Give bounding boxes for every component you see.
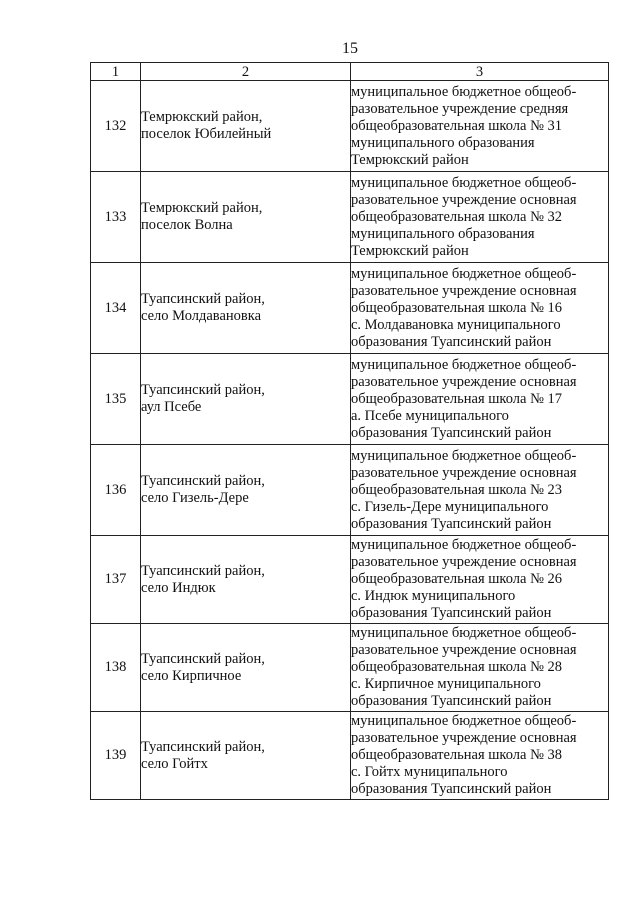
org-line: разовательное учреждение основная <box>351 554 577 570</box>
location-line: Туапсинский район, <box>141 650 265 667</box>
row-location <box>141 263 351 354</box>
header-col-2: 2 <box>141 63 351 81</box>
org-line: разовательное учреждение основная <box>351 282 577 299</box>
org-line: разовательное учреждение основная <box>351 373 577 390</box>
row-number: 135 <box>91 354 141 445</box>
row-organization <box>351 263 609 354</box>
org-line: муниципальное бюджетное общеоб- <box>351 265 577 282</box>
header-col-1: 1 <box>91 63 141 81</box>
table-header <box>91 63 609 81</box>
row-number: 132 <box>91 81 141 172</box>
org-line: а. Псебе муниципального <box>351 407 509 424</box>
row-number: 137 <box>91 536 141 624</box>
org-line: общеобразовательная школа № 31 <box>351 117 563 134</box>
location-line: Темрюкский район, <box>141 109 263 125</box>
row-organization <box>351 172 609 263</box>
row-organization <box>351 536 609 624</box>
org-line: с. Гойтх муниципального <box>351 764 508 780</box>
row-location <box>141 624 351 712</box>
row-location <box>141 536 351 624</box>
row-number: 136 <box>91 445 141 536</box>
org-line: с. Кирпичное муниципального <box>351 676 541 692</box>
table-row <box>91 536 609 624</box>
org-line: муниципальное бюджетное общеоб- <box>351 174 577 191</box>
row-location <box>141 354 351 445</box>
table-row <box>91 624 609 712</box>
row-number: 134 <box>91 263 141 354</box>
org-line: муниципальное бюджетное общеоб- <box>351 356 577 373</box>
org-line: разовательное учреждение основная <box>351 730 577 746</box>
table-row <box>91 445 609 536</box>
org-line: общеобразовательная школа № 28 <box>351 659 563 675</box>
org-line: общеобразовательная школа № 17 <box>351 390 563 407</box>
location-line: село Индюк <box>141 579 216 596</box>
org-line: общеобразовательная школа № 23 <box>351 481 563 498</box>
location-line: Туапсинский район, <box>141 473 265 489</box>
location-line: село Гизель-Дере <box>141 490 249 506</box>
org-line: муниципальное бюджетное общеоб- <box>351 83 577 100</box>
location-line: село Молдавановка <box>141 308 262 324</box>
org-line: разовательное учреждение основная <box>351 642 577 658</box>
org-line: образования Туапсинский район <box>351 693 552 709</box>
org-line: образования Туапсинский район <box>351 515 552 532</box>
row-location <box>141 445 351 536</box>
location-line: поселок Волна <box>141 217 233 233</box>
location-line: Туапсинский район, <box>141 291 265 307</box>
org-line: образования Туапсинский район <box>351 424 552 441</box>
row-location <box>141 81 351 172</box>
org-line: с. Гизель-Дере муниципального <box>351 498 549 515</box>
row-organization <box>351 81 609 172</box>
row-organization <box>351 712 609 800</box>
org-line: образования Туапсинский район <box>351 605 552 621</box>
location-line: Туапсинский район, <box>141 382 265 398</box>
org-line: муниципальное бюджетное общеоб- <box>351 713 577 729</box>
org-line: муниципальное бюджетное общеоб- <box>351 447 577 464</box>
org-line: образования Туапсинский район <box>351 333 552 350</box>
org-line: образования Туапсинский район <box>351 781 552 797</box>
location-line: поселок Юбилейный <box>141 126 272 142</box>
header-col-3: 3 <box>351 63 609 81</box>
org-line: разовательное учреждение основная <box>351 464 577 481</box>
org-line: общеобразовательная школа № 32 <box>351 208 563 225</box>
org-line: муниципального образования <box>351 134 535 151</box>
row-number: 138 <box>91 624 141 712</box>
org-line: разовательное учреждение основная <box>351 191 577 208</box>
org-line: общеобразовательная школа № 26 <box>351 571 563 587</box>
row-organization <box>351 445 609 536</box>
org-line: Темрюкский район <box>351 151 469 168</box>
org-line: муниципальное бюджетное общеоб- <box>351 537 577 553</box>
table-body <box>91 81 609 800</box>
row-number: 133 <box>91 172 141 263</box>
row-organization <box>351 624 609 712</box>
location-line: аул Псебе <box>141 399 202 415</box>
org-line: общеобразовательная школа № 16 <box>351 299 563 316</box>
org-line: с. Индюк муниципального <box>351 588 516 604</box>
org-line: муниципальное бюджетное общеоб- <box>351 625 577 641</box>
table-row <box>91 712 609 800</box>
location-line: Туапсинский район, <box>141 562 265 579</box>
row-location <box>141 172 351 263</box>
location-line: Туапсинский район, <box>141 738 265 755</box>
location-line: село Гойтх <box>141 755 208 772</box>
org-line: Темрюкский район <box>351 242 469 259</box>
row-location <box>141 712 351 800</box>
table-row <box>91 263 609 354</box>
org-line: разовательное учреждение средняя <box>351 100 569 117</box>
org-line: общеобразовательная школа № 38 <box>351 747 563 763</box>
location-line: село Кирпичное <box>141 667 242 684</box>
location-line: Темрюкский район, <box>141 200 263 216</box>
row-organization <box>351 354 609 445</box>
table-row <box>91 81 609 172</box>
org-line: с. Молдавановка муниципального <box>351 316 561 333</box>
schools-table <box>90 62 609 800</box>
org-line: муниципального образования <box>351 225 535 242</box>
row-number: 139 <box>91 712 141 800</box>
header-row <box>91 63 609 81</box>
table-row <box>91 354 609 445</box>
page-number: 15 <box>342 40 358 57</box>
table-row <box>91 172 609 263</box>
